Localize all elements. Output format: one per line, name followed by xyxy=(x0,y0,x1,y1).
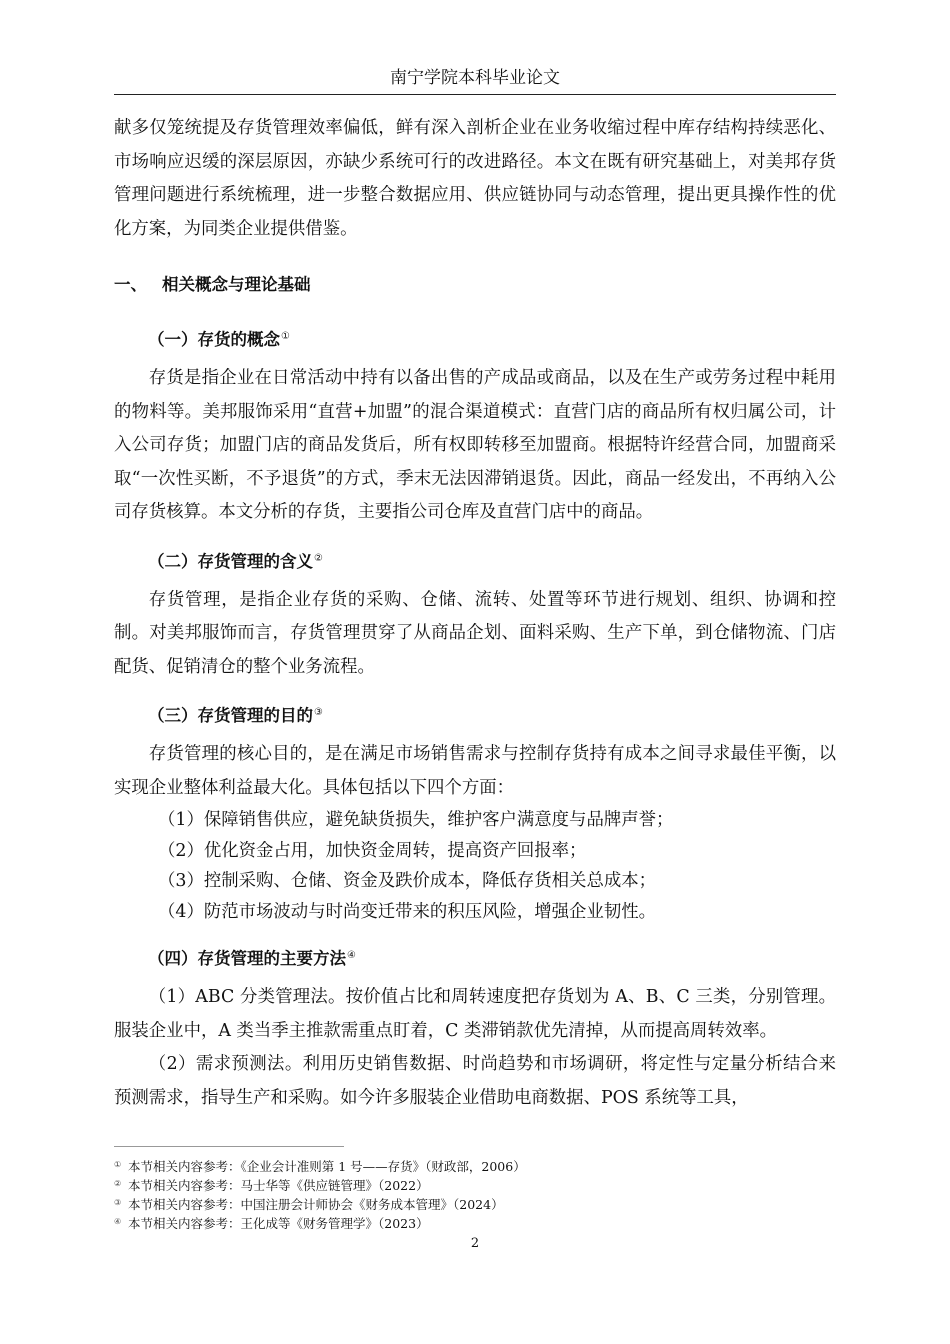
footnotes xyxy=(114,1156,836,1232)
subsection-title: （三）存货管理的目的 xyxy=(148,706,313,725)
footnote xyxy=(114,1156,836,1175)
document-body xyxy=(114,112,836,1115)
footnote-text: 本节相关内容参考：王化成等《财务管理学》（2023） xyxy=(128,1216,429,1231)
footnote-ref: ① xyxy=(281,331,290,342)
header-title: 南宁学院本科毕业论文 xyxy=(390,68,560,88)
subsection-heading-1 xyxy=(148,320,836,354)
subsection-title: （二）存货管理的含义 xyxy=(148,551,313,571)
section-number: 一、 xyxy=(114,275,147,294)
list-item: （1）保障销售供应，避免缺货损失，维护客户满意度与品牌声誉； xyxy=(158,810,674,830)
section-title: 相关概念与理论基础 xyxy=(162,275,311,294)
footnote-ref: ③ xyxy=(314,707,323,718)
footnote-text: 本节相关内容参考：中国注册会计师协会《财务成本管理》（2024） xyxy=(128,1197,504,1212)
page-header xyxy=(114,62,836,95)
footnote-ref: ④ xyxy=(347,950,356,961)
body-paragraph: （1）ABC 分类管理法。按价值占比和周转速度把存货划为 A、B、C 三类，分别管理。服装企业中，A 类当季主推款需重点盯着，C 类滞销款优先清掉，从而提高周转效率。 xyxy=(114,987,836,1041)
page-number: 2 xyxy=(470,1236,480,1251)
footnote-text: 本节相关内容参考：《企业会计准则第 1 号——存货》（财政部，2006） xyxy=(128,1159,526,1174)
footnote-mark: ① xyxy=(114,1160,122,1169)
footnote xyxy=(114,1194,836,1213)
subsection-heading-2 xyxy=(148,542,836,576)
list-item: （4）防范市场波动与时尚变迁带来的积压风险，增强企业韧性。 xyxy=(158,901,657,922)
subsection-heading-3 xyxy=(148,696,836,730)
body-paragraph: 存货是指企业在日常活动中持有以备出售的产成品或商品，以及在生产或劳务过程中耗用的物料等。美邦服饰采用“直营+加盟”的混合渠道模式：直营门店的商品所有权归属公司，计入公司存货；加盟门店的商品发货后，所有权即转移至加盟商。根据特许经营合同，加盟商采取“一次性买断，不予退货”的方式，季末无法因滞销退货。因此，商品一经发出，不再纳入公司存货核算。本文分析的存货，主要指公司仓库及直营门店中的商品。 xyxy=(114,368,836,522)
footnote-separator xyxy=(114,1146,344,1147)
intro-paragraph: 献多仅笼统提及存货管理效率偏低，鲜有深入剖析企业在业务收缩过程中库存结构持续恶化、市场响应迟缓的深层原因，亦缺少系统可行的改进路径。本文在既有研究基础上，对美邦存货管理问题进行系统梳理，进一步整合数据应用、供应链协同与动态管理，提出更具操作性的优化方案，为同类企业提供借鉴。 xyxy=(114,118,836,239)
list-item: （2）优化资金占用，加快资金周转，提高资产回报率； xyxy=(158,840,587,861)
subsection-heading-4 xyxy=(148,939,836,973)
footnote-ref: ② xyxy=(314,552,323,564)
subsection-title: （四）存货管理的主要方法 xyxy=(148,949,346,968)
list-item: （3）控制采购、仓储、资金及跌价成本，降低存货相关总成本； xyxy=(158,871,657,891)
footnote xyxy=(114,1213,836,1232)
section-heading xyxy=(114,268,836,302)
subsection-title: （一）存货的概念 xyxy=(148,330,280,349)
body-paragraph: 存货管理，是指企业存货的采购、仓储、流转、处置等环节进行规划、组织、协调和控制。对美邦服饰而言，存货管理贯穿了从商品企划、面料采购、生产下单，到仓储物流、门店配货、促销清仓的整个业务流程。 xyxy=(114,589,836,677)
footnote-mark: ④ xyxy=(114,1217,122,1226)
footnote-text: 本节相关内容参考：马士华等《供应链管理》（2022） xyxy=(128,1178,429,1193)
body-paragraph: 存货管理的核心目的，是在满足市场销售需求与控制存货持有成本之间寻求最佳平衡，以实现企业整体利益最大化。具体包括以下四个方面： xyxy=(114,744,836,798)
footnote-mark: ③ xyxy=(114,1198,122,1207)
footnote xyxy=(114,1175,836,1194)
body-paragraph: （2）需求预测法。利用历史销售数据、时尚趋势和市场调研，将定性与定量分析结合来预测需求，指导生产和采购。如今许多服装企业借助电商数据、POS 系统等工具， xyxy=(114,1054,836,1108)
footnote-mark: ② xyxy=(114,1179,122,1188)
